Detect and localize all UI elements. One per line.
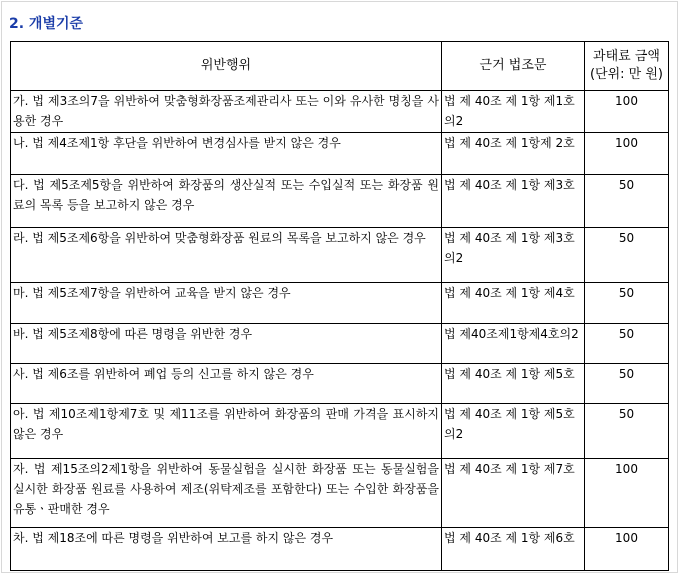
table-row	[11, 528, 669, 571]
basis-cell: 법 제 40조 제 1항 제3호의2	[442, 228, 585, 283]
amount-cell: 100	[585, 91, 669, 133]
basis-cell: 법 제 40조 제 1항 제6호	[442, 528, 585, 571]
act-cell: 사. 법 제6조를 위반하여 폐업 등의 신고를 하지 않은 경우	[11, 364, 442, 404]
table-row	[11, 175, 669, 228]
header-amount-unit: (단위: 만 원)	[589, 67, 664, 82]
basis-cell: 법 제 40조 제 1항 제7호	[442, 459, 585, 528]
table-row	[11, 91, 669, 133]
amount-cell: 50	[585, 324, 669, 364]
table-row	[11, 133, 669, 175]
act-cell: 다. 법 제5조제5항을 위반하여 화장품의 생산실적 또는 수입실적 또는 화장품 원료의 목록 등을 보고하지 않은 경우	[11, 175, 442, 228]
header-amount	[585, 42, 669, 91]
amount-cell: 100	[585, 133, 669, 175]
act-cell: 자. 법 제15조의2제1항을 위반하여 동물실험을 실시한 화장품 또는 동물실험을 실시한 화장품 원료를 사용하여 제조(위탁제조를 포함한다) 또는 수입한 화장품을 유통ㆍ판매한 경우	[11, 459, 442, 528]
act-cell: 마. 법 제5조제7항을 위반하여 교육을 받지 않은 경우	[11, 283, 442, 324]
act-cell: 나. 법 제4조제1항 후단을 위반하여 변경심사를 받지 않은 경우	[11, 133, 442, 175]
basis-cell: 법 제 40조 제 1항 제1호의2	[442, 91, 585, 133]
amount-cell: 50	[585, 404, 669, 459]
table-row	[11, 324, 669, 364]
act-cell: 차. 법 제18조에 따른 명령을 위반하여 보고를 하지 않은 경우	[11, 528, 442, 571]
amount-cell: 50	[585, 175, 669, 228]
basis-cell: 법 제 40조 제 1항제 2호	[442, 133, 585, 175]
basis-cell: 법 제 40조 제 1항 제3호	[442, 175, 585, 228]
header-amount-title: 과태료 금액	[593, 49, 660, 64]
amount-cell: 50	[585, 283, 669, 324]
act-cell: 가. 법 제3조의7을 위반하여 맞춤형화장품조제관리사 또는 이와 유사한 명칭을 사용한 경우	[11, 91, 442, 133]
basis-cell: 법 제 40조 제 1항 제5호의2	[442, 404, 585, 459]
act-cell: 바. 법 제5조제8항에 따른 명령을 위반한 경우	[11, 324, 442, 364]
basis-cell: 법 제 40조 제 1항 제4호	[442, 283, 585, 324]
header-basis: 근거 법조문	[442, 42, 585, 91]
basis-cell: 법 제 40조 제 1항 제5호	[442, 364, 585, 404]
table-row	[11, 228, 669, 283]
amount-cell: 100	[585, 459, 669, 528]
table-row	[11, 459, 669, 528]
header-act: 위반행위	[11, 42, 442, 91]
penalty-table	[10, 41, 669, 571]
act-cell: 아. 법 제10조제1항제7호 및 제11조를 위반하여 화장품의 판매 가격을 표시하지 않은 경우	[11, 404, 442, 459]
amount-cell: 100	[585, 528, 669, 571]
table-row	[11, 364, 669, 404]
table-row	[11, 404, 669, 459]
table-header-row	[11, 42, 669, 91]
table-row	[11, 283, 669, 324]
amount-cell: 50	[585, 364, 669, 404]
amount-cell: 50	[585, 228, 669, 283]
basis-cell: 법 제40조제1항제4호의2	[442, 324, 585, 364]
act-cell: 라. 법 제5조제6항을 위반하여 맞춤형화장품 원료의 목록을 보고하지 않은 경우	[11, 228, 442, 283]
section-title: 2. 개별기준	[9, 16, 84, 32]
